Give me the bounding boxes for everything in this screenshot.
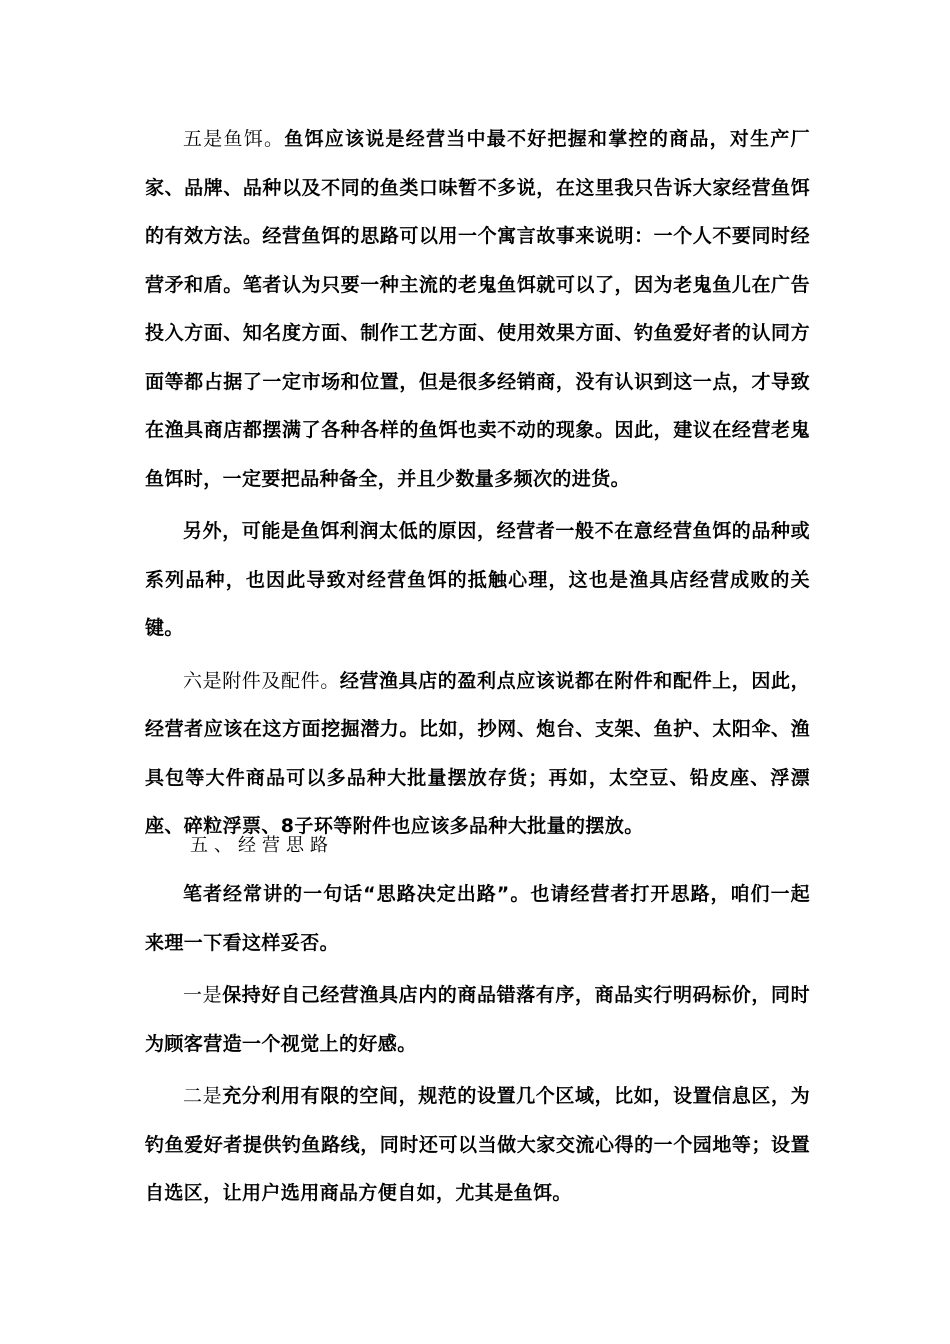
text-block-bait-and-accessories bbox=[145, 115, 810, 851]
paragraph-text: 鱼饵应该说是经营当中最不好把握和掌控的商品，对生产厂家、品牌、品种以及不同的鱼类口味暂不多说，在这里我只告诉大家经营鱼饵的有效方法。经营鱼饵的思路可以用一个寓言故事来说明：一个人不要同时经营矛和盾。笔者认为只要一种主流的老鬼鱼饵就可以了，因为老鬼鱼儿在广告投入方面、知名度方面、制作工艺方面、使用效果方面、钓鱼爱好者的认同方面等都占据了一定市场和位置，但是很多经销商，没有认识到这一点，才导致在渔具商店都摆满了各种各样的鱼饵也卖不动的现象。因此，建议在经营老鬼鱼饵时，一定要把品种备全，并且少数量多频次的进货。 bbox=[145, 128, 810, 490]
paragraph-point-two bbox=[145, 1072, 810, 1218]
paragraph-text: 保持好自己经营渔具店内的商品错落有序，商品实行明码标价，同时为顾客营造一个视觉上的好感。 bbox=[145, 984, 810, 1055]
paragraph-accessories bbox=[145, 657, 810, 851]
paragraph-lead: 一是 bbox=[183, 984, 223, 1006]
paragraph-text: 笔者经常讲的一句话“思路决定出路”。也请经营者打开思路，咱们一起来理一下看这样妥否。 bbox=[145, 883, 810, 954]
paragraph-bait-profit bbox=[145, 507, 810, 653]
paragraph-lead: 五是鱼饵。 bbox=[183, 128, 285, 150]
paragraph-point-one bbox=[145, 971, 810, 1068]
paragraph-lead: 二是 bbox=[183, 1085, 223, 1107]
paragraph-lead: 六是附件及配件。 bbox=[183, 669, 340, 692]
section-heading: 五、经营思路 bbox=[190, 835, 334, 856]
paragraph-text: 经营渔具店的盈利点应该说都在附件和配件上，因此，经营者应该在这方面挖掘潜力。比如，抄网、炮台、支架、鱼护、太阳伞、渔具包等大件商品可以多品种大批量摆放存货；再如，太空豆、铅皮座、浮漂座、碎粒浮票、8子环等附件也应该多品种大批量的摆放。 bbox=[145, 669, 811, 837]
text-block-business-ideas bbox=[145, 870, 810, 1218]
paragraph-text: 另外，可能是鱼饵利润太低的原因，经营者一般不在意经营鱼饵的品种或系列品种，也因此导致对经营鱼饵的抵触心理，这也是渔具店经营成败的关键。 bbox=[145, 520, 810, 639]
paragraph-intro bbox=[145, 870, 810, 967]
paragraph-text: 充分利用有限的空间，规范的设置几个区域，比如，设置信息区，为钓鱼爱好者提供钓鱼路线，同时还可以当做大家交流心得的一个园地等；设置自选区，让用户选用商品方便自如，尤其是鱼饵。 bbox=[145, 1085, 810, 1204]
paragraph-bait bbox=[145, 115, 810, 503]
